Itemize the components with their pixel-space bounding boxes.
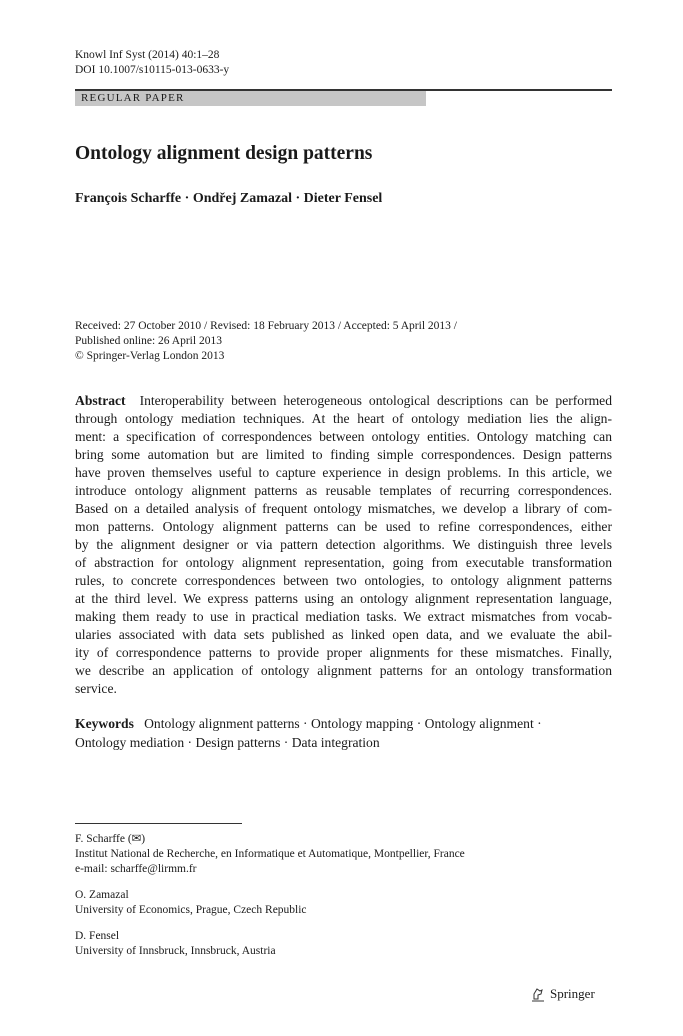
author: Dieter Fensel (303, 191, 383, 206)
author-list (75, 191, 382, 207)
dates-line: Received: 27 October 2010 / Revised: 18 February 2013 / Accepted: 5 April 2013 / (75, 320, 457, 332)
affiliation-institution: University of Economics, Prague, Czech Republic (75, 904, 307, 916)
abstract-line: we describe an application of ontology alignment patterns for an ontology transformation (75, 663, 612, 678)
abstract-line: service. (75, 681, 117, 696)
abstract-line (75, 392, 612, 410)
affiliation-institution: Institut National de Recherche, en Informatique et Automatique, Montpellier, France (75, 848, 465, 860)
doi[interactable]: DOI 10.1007/s10115-013-0633-y (75, 64, 230, 76)
abstract-line: making them ready to use in practical mediation tasks. We extract mismatches from vocab- (75, 609, 612, 624)
author: Ondřej Zamazal (192, 191, 292, 206)
affiliations (75, 832, 465, 959)
copyright: © Springer-Verlag London 2013 (75, 350, 225, 362)
abstract (75, 392, 612, 698)
abstract-line: introduce ontology alignment patterns as reusable templates of recurring correspondences. (75, 483, 612, 498)
paper-title: Ontology alignment design patterns (75, 143, 373, 164)
affiliation-name: F. Scharffe (✉) (75, 833, 146, 845)
footnote-rule (75, 823, 242, 824)
separator: · (291, 191, 304, 206)
journal-header (75, 48, 229, 78)
publisher-name: Springer (550, 986, 595, 1001)
dates-line: Published online: 26 April 2013 (75, 335, 222, 347)
affiliation-name: O. Zamazal (75, 889, 129, 901)
springer-horse-icon (530, 986, 546, 1002)
publisher-logo (530, 986, 595, 1002)
abstract-line: ularies associated with data sets published as linked open data, and we evaluate the abil- (75, 627, 612, 642)
keywords-line: Ontology alignment patterns · Ontology mapping · Ontology alignment · (144, 716, 542, 731)
abstract-line: have proven themselves useful to capture experience in design problems. In this article, we (75, 465, 612, 480)
abstract-line: ment: a specification of correspondences between ontology entities. Ontology matching can (75, 429, 612, 444)
abstract-label: Abstract (75, 393, 126, 408)
abstract-line: Based on a detailed analysis of frequent ontology mismatches, we develop a library of com- (75, 501, 612, 516)
affiliation-institution: University of Innsbruck, Innsbruck, Austria (75, 945, 276, 957)
abstract-line: bring some automation but are limited to finding simple correspondences. Design patterns (75, 447, 612, 462)
section-label: REGULAR PAPER (75, 91, 426, 106)
separator: · (181, 191, 193, 206)
keywords (75, 714, 612, 752)
keywords-label: Keywords (75, 716, 134, 731)
publication-dates (75, 319, 457, 364)
abstract-line: by the alignment designer or via pattern detection algorithms. We distinguish three levels (75, 537, 612, 552)
journal-citation: Knowl Inf Syst (2014) 40:1–28 (75, 49, 220, 61)
abstract-line: mon patterns. Ontology alignment patterns can be used to refine correspondences, either (75, 519, 612, 534)
abstract-line: rules, to concrete correspondences between two ontologies, to ontology alignment patterns (75, 573, 612, 588)
abstract-line: ity of correspondence patterns to provide proper alignments for these mismatches. Finally, (75, 645, 612, 660)
affiliation-email[interactable]: e-mail: scharffe@lirmm.fr (75, 863, 197, 875)
affiliation-name: D. Fensel (75, 930, 120, 942)
author: François Scharffe (75, 191, 182, 206)
abstract-line: of abstraction for ontology alignment representation, going from executable transformation (75, 555, 612, 570)
abstract-line: through ontology mediation techniques. At the heart of ontology mediation lies the align- (75, 411, 612, 426)
abstract-line: at the third level. We express patterns using an ontology alignment representation language, (75, 591, 612, 606)
abstract-text: Interoperability between heterogeneous ontological descriptions can be performed (139, 393, 613, 408)
keywords-line: Ontology mediation · Design patterns · Data integration (75, 735, 380, 750)
